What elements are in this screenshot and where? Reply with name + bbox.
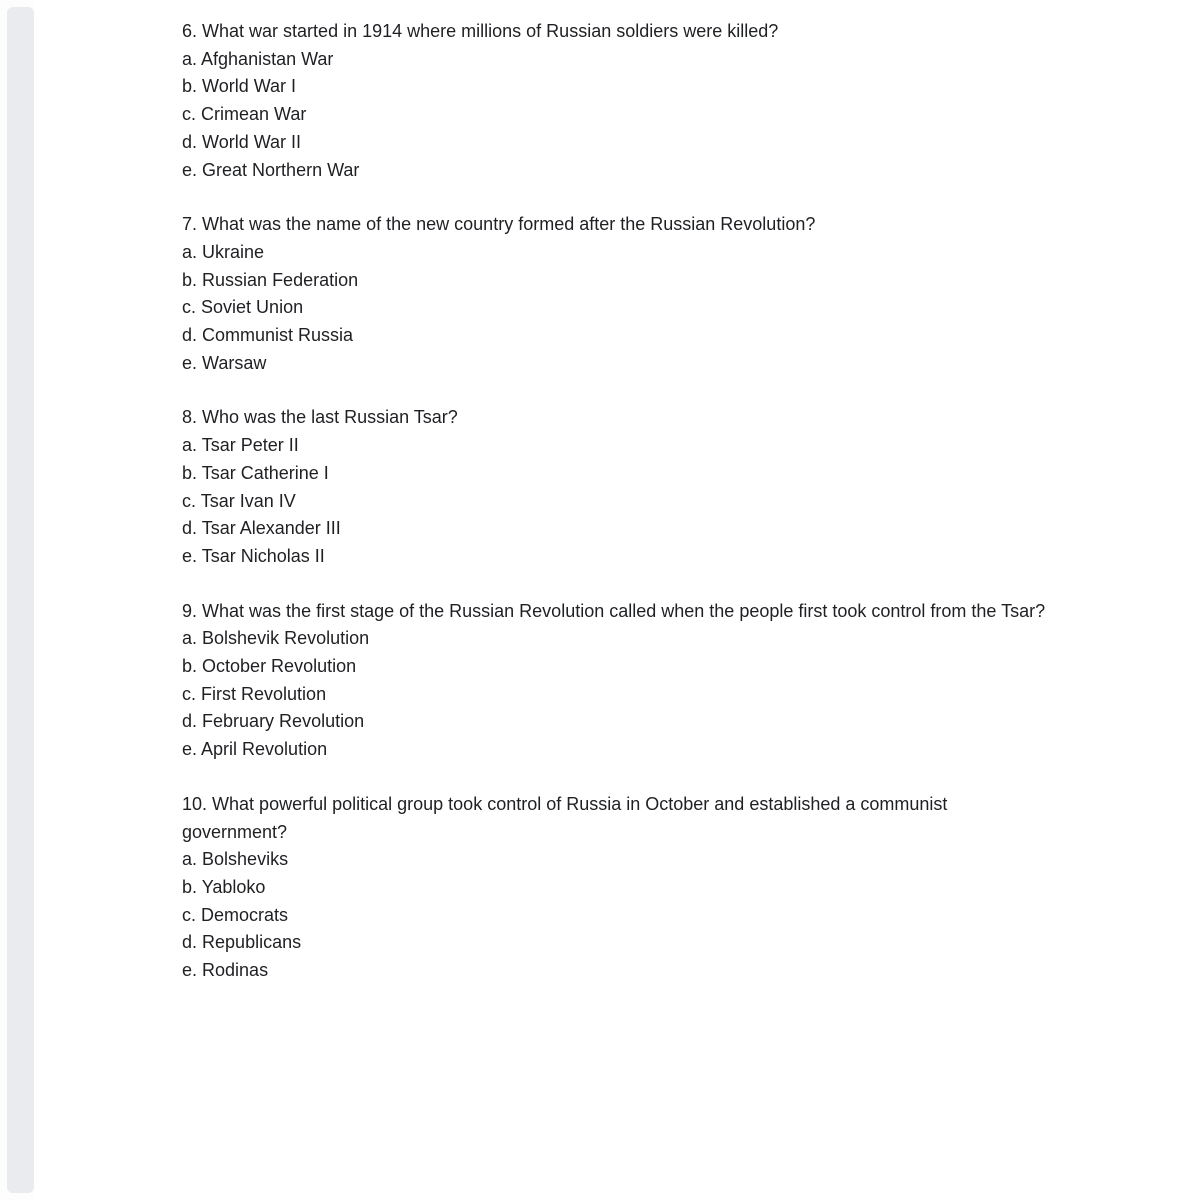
option-line [182, 653, 1052, 681]
option-label: e. [182, 960, 198, 981]
option-text: Rodinas [202, 960, 269, 981]
question-text [182, 18, 1052, 46]
option-line [182, 129, 1052, 157]
quiz-body [182, 18, 1052, 1012]
option-text: First Revolution [201, 683, 327, 704]
question-block [182, 211, 1052, 377]
option-line [182, 267, 1052, 295]
option-label: a. [182, 849, 198, 870]
option-label: b. [182, 656, 198, 677]
option-line [182, 929, 1052, 957]
option-label: e. [182, 545, 198, 566]
option-line [182, 736, 1052, 764]
option-text: Tsar Alexander III [201, 518, 341, 539]
question-block [182, 791, 1052, 985]
option-line [182, 322, 1052, 350]
option-label: b. [182, 269, 198, 290]
question-number: 9. [182, 600, 198, 621]
option-text: Yabloko [201, 876, 266, 897]
option-text: Tsar Catherine I [201, 462, 329, 483]
option-label: a. [182, 48, 198, 69]
option-text: February Revolution [202, 711, 365, 732]
option-line [182, 957, 1052, 985]
option-line [182, 846, 1052, 874]
option-text: World War I [202, 76, 297, 97]
option-line [182, 157, 1052, 185]
option-label: b. [182, 76, 198, 97]
option-line [182, 625, 1052, 653]
option-text: World War II [202, 131, 302, 152]
option-line [182, 46, 1052, 74]
question-body: What war started in 1914 where millions of Russian soldiers were killed? [202, 21, 779, 41]
option-text: Crimean War [201, 104, 307, 125]
option-text: October Revolution [202, 656, 357, 677]
option-label: b. [182, 876, 198, 897]
option-text: April Revolution [201, 739, 328, 760]
option-text: Warsaw [202, 352, 267, 373]
option-line [182, 432, 1052, 460]
question-block [182, 404, 1052, 570]
option-label: e. [182, 739, 198, 760]
question-body: What was the first stage of the Russian Revolution called when the people first took control from the Tsar? [202, 600, 1046, 621]
question-block [182, 18, 1052, 184]
option-text: Republicans [202, 932, 302, 953]
question-number: 8. [182, 407, 198, 428]
option-line [182, 460, 1052, 488]
option-label: c. [182, 490, 197, 511]
option-label: d. [182, 711, 198, 732]
option-text: Communist Russia [202, 325, 354, 346]
option-label: c. [182, 683, 197, 704]
page-edge-strip [7, 7, 34, 1193]
option-line [182, 515, 1052, 543]
option-line [182, 902, 1052, 930]
option-label: e. [182, 159, 198, 180]
question-text [182, 404, 1052, 432]
option-text: Afghanistan War [201, 48, 334, 69]
option-label: a. [182, 628, 198, 649]
option-text: Bolshevik Revolution [202, 628, 370, 649]
option-line [182, 101, 1052, 129]
option-text: Russian Federation [202, 269, 359, 290]
option-label: a. [182, 241, 198, 262]
option-line [182, 543, 1052, 571]
option-label: c. [182, 904, 197, 925]
question-number: 10. [182, 793, 208, 814]
question-number: 6. [182, 21, 198, 41]
option-line [182, 681, 1052, 709]
question-body: What was the name of the new country formed after the Russian Revolution? [202, 214, 816, 235]
question-text [182, 211, 1052, 239]
option-line [182, 294, 1052, 322]
option-label: d. [182, 131, 198, 152]
question-text [182, 791, 1052, 846]
option-label: d. [182, 518, 198, 539]
option-label: d. [182, 932, 198, 953]
option-text: Tsar Ivan IV [200, 490, 296, 511]
option-line [182, 488, 1052, 516]
option-text: Tsar Nicholas II [201, 545, 325, 566]
paper-sheet [34, 0, 1200, 1200]
option-label: c. [182, 104, 197, 125]
option-label: a. [182, 435, 198, 456]
question-number: 7. [182, 214, 198, 235]
question-body: What powerful political group took control of Russia in October and established a communist government? [182, 793, 948, 842]
option-text: Bolsheviks [202, 849, 289, 870]
option-label: e. [182, 352, 198, 373]
option-line [182, 874, 1052, 902]
question-block [182, 598, 1052, 764]
question-body: Who was the last Russian Tsar? [202, 407, 458, 428]
option-label: b. [182, 462, 198, 483]
option-line [182, 350, 1052, 378]
option-text: Ukraine [202, 241, 265, 262]
option-text: Great Northern War [202, 159, 360, 180]
option-line [182, 73, 1052, 101]
option-text: Tsar Peter II [201, 435, 299, 456]
option-label: c. [182, 297, 197, 318]
option-label: d. [182, 325, 198, 346]
option-line [182, 708, 1052, 736]
option-text: Democrats [201, 904, 289, 925]
question-text [182, 598, 1052, 626]
option-line [182, 239, 1052, 267]
option-text: Soviet Union [201, 297, 304, 318]
